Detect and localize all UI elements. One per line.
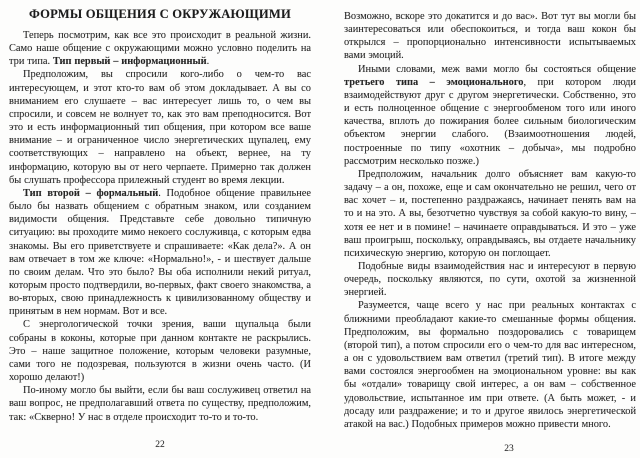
text-run: . Подобное общение правильнее было бы назвать общением с обратным знаком, или созданием видимости общения. Представьте себе довольно типичную ситуацию: вы проходите мимо некоего сослуживца, с которым едва знакомы. Вы его приветствуете и спрашиваете: «Как дела?». А он вам отвечает в том же ключе: «Нормально!», - и шествует дальше по своим делам. Что это было? Вы оба исполнили некий ритуал, которым просто подтвердили, во-первых, факт своего знакомства, а во-вторых, свою принадлежность к цивилизованному обществу и принятым в нем нормам. Вот и все. (9, 187, 311, 318)
bold-text-run: Тип первый – информационный (52, 56, 207, 68)
page-left (9, 0, 311, 458)
paragraph (9, 187, 311, 319)
text-run: Теперь посмотрим, как все это происходит в реальной жизни. Само наше общение с окружающими можно условно поделить на три типа. (9, 30, 311, 68)
paragraph (344, 299, 636, 431)
paragraph (9, 68, 311, 186)
text-run: Предположим, начальник долго объясняет вам какую-то задачу – а он, похоже, еще и сам окончательно не решил, чего от вас хочет – и, постепенно раздражаясь, начинает пенять вам на то и на это. А вы, безотчетно чувствуя за собой какую-то вину, – хотя ее нет и в помине! – начинаете оправдываться. И это – уже ваш проигрыш, поскольку, оправдываясь, вы отдаете начальнику психическую энергию, которую он поглощает. (344, 168, 636, 259)
page-right (344, 0, 636, 458)
chapter-title: ФОРМЫ ОБЩЕНИЯ С ОКРУЖАЮЩИМИ (28, 7, 292, 21)
text-run: Предположим, вы спросили кого-либо о чем-то вас интересующем, и этот кто-то вам об этом докладывает. А вы со вниманием его слушаете – вас интересует лишь то, о чем вы спросили, и совсем не волнует то, как это вам преподносится. Вот это и есть информационный тип общения, при котором все ваше внимание – и ограниченное число энергетических щупалец, ему соответствующих – направлено на объект, вернее, на ту информацию, которую вы от него черпаете. Примерно так должен бы слушать профессора прилежный студент во время лекции. (9, 69, 311, 186)
page-number: 22 (155, 440, 165, 450)
bold-text-run: Тип второй – формальный (23, 187, 159, 199)
text-run: Подобные виды взаимодействия нас и интересуют в первую очередь, поскольку являются, по сути, охотой за жизненной энергией. (344, 260, 636, 299)
text-run: , при котором люди взаимодействуют друг с другом энергетически. Собственно, это и есть полноценное общение с энергообменом того или иного качества, вплоть до пожирания более сильным биологическим объектом энергии слабого. (Взаимоотношения людей, построенные по типу «охотник – добыча», мы подробно рассмотрим несколько позже.) (344, 76, 636, 167)
text-run: По-иному могло бы выйти, если бы ваш сослуживец ответил на ваш вопрос, не предполагавший ответа по существу, предположим, так: «Скверно! У нас в отделе происходит то-то и то-то. (9, 385, 311, 423)
text-run: Разумеется, чаще всего у нас при реальных контактах с ближними преобладают какие-то смешанные формы общения. Предположим, вы формально поздоровались с товарищем (второй тип), а потом спросили его о чем-то для вас интересном, а он с удовольствием вам ответил (третий тип). В итоге между вами состоялся энергообмен на эмоциональном уровне: вы как бы «отдали» товарищу свой интерес, а он вам – собственное удовольствие, испытанное им при ответе. (А быть может, - и досаду или раздражение; и то и другое явилось энергетической атакой на вас.) Подобных примеров можно привести много. (344, 300, 636, 430)
text-run: Иными словами, меж вами могло бы состояться общение (358, 63, 636, 75)
text-run: . (206, 56, 210, 68)
page-right-text (344, 0, 636, 431)
paragraph (344, 10, 636, 63)
bold-text-run: третьего типа – эмоционального (344, 76, 524, 88)
page-left-text (9, 29, 311, 424)
paragraph (9, 384, 311, 423)
paragraph (9, 29, 311, 68)
paragraph (344, 63, 636, 168)
paragraph (344, 260, 636, 299)
text-run: Возможно, вскоре это докатится и до вас». Вот тут вы могли бы заинтересоваться или обеспокоиться, и тогда ваш кокон бы открылся – пропорционально интенсивности испытываемых вами эмоций. (344, 11, 636, 62)
page-number: 23 (504, 444, 514, 454)
text-run: С энергологической точки зрения, ваши щупальца были собраны в коконы, которые при данном контакте не раскрылись. Это – наше защитное положение, которым человеки разумные, сами того не подозревая, пользуются в жизни очень часто. (И хорошо делают!) (9, 319, 311, 384)
paragraph (9, 318, 311, 384)
paragraph (344, 168, 636, 260)
